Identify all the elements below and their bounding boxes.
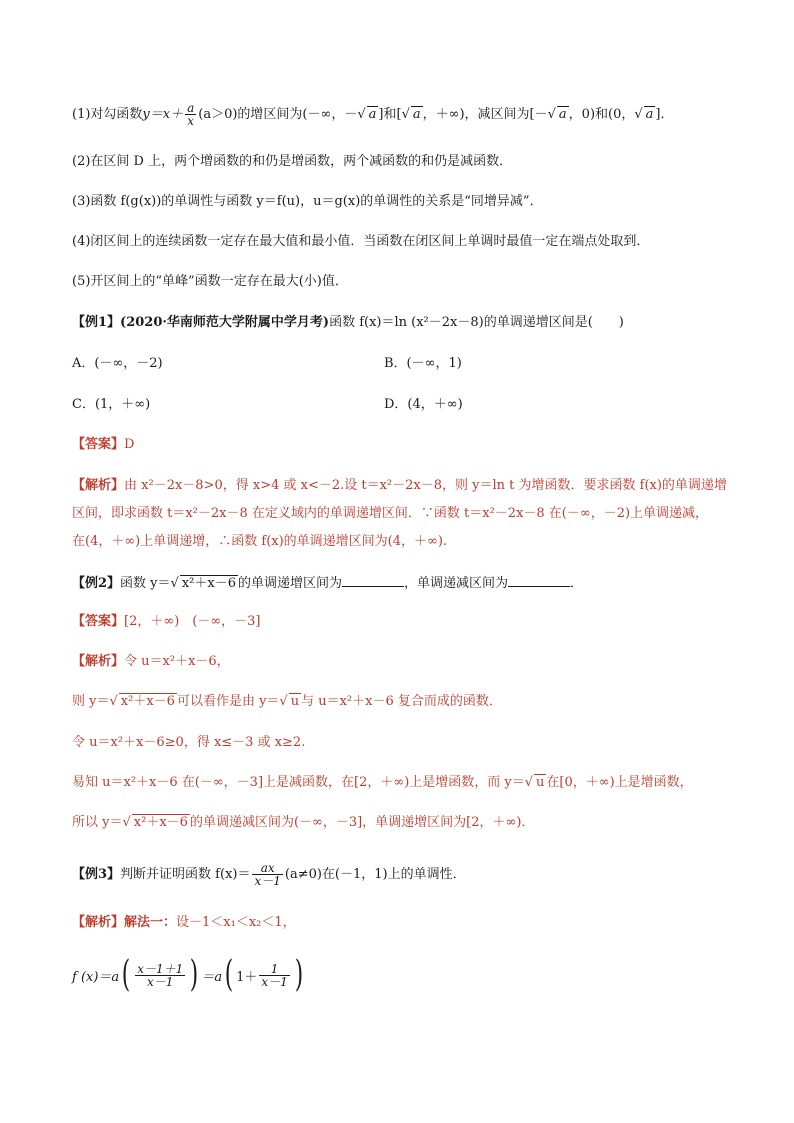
example-2-end: ．: [570, 576, 584, 591]
analysis-text: 与 u＝x²＋x－6 复合而成的函数．: [301, 694, 502, 709]
fraction-denominator: x－1: [147, 974, 174, 989]
option-c: C．(1，＋∞): [72, 397, 151, 412]
formula-fraction-1: [135, 963, 185, 988]
answer-value: D: [124, 437, 135, 452]
right-paren: ): [294, 954, 304, 995]
property-5: (5)开区间上的“单峰”函数一定存在最大(小)值．: [72, 274, 348, 289]
property-1-eq: y＝x＋: [142, 107, 184, 122]
answer-tag: 【答案】: [72, 614, 125, 629]
sqrt-icon: √: [401, 107, 410, 122]
answer-tag: 【答案】: [72, 437, 125, 452]
fraction-denominator: x－1: [254, 874, 281, 888]
sqrt-icon: √: [109, 694, 118, 709]
fraction-denominator: x: [187, 114, 195, 128]
sqrt-radicand: a: [412, 107, 421, 122]
left-paren: (: [224, 954, 234, 995]
example-3-fraction: [252, 862, 282, 887]
analysis-text: 令 u＝x²＋x－6，: [124, 654, 230, 669]
property-1-prefix: (1)对勾函数: [72, 107, 143, 122]
property-1-mid1: ]和[: [378, 107, 402, 122]
option-b: B．(－∞，1): [384, 356, 462, 371]
left-paren: (: [121, 954, 131, 995]
example-2-analysis-line-3: 令 u＝x²＋x－6≥0，得 x≤－3 或 x≥2.: [72, 735, 306, 750]
method-label: 解法一：: [124, 915, 177, 930]
sqrt-icon: √: [170, 576, 179, 591]
sqrt-radicand: u: [536, 775, 545, 790]
analysis-text: 所以 y＝: [72, 815, 123, 830]
right-paren: ): [190, 954, 199, 995]
example-2-mid: 的单调递增区间为: [237, 576, 342, 591]
sqrt-radicand: a: [645, 107, 654, 122]
analysis-text: 易知 u＝x²＋x－6 在(－∞，－3]上是减函数，在[2，＋∞)上是增函数，而 y＝: [72, 775, 525, 790]
property-1-mid3: ，0)和(0，: [568, 107, 635, 122]
example-2-analysis-line-1: [72, 652, 732, 672]
property-3: (3)函数 f(g(x))的单调性与函数 y＝f(u)，u＝g(x)的单调性的关系是“同增异减”．: [72, 194, 543, 209]
example-2-question: [72, 572, 732, 594]
analysis-text: 则 y＝: [72, 694, 110, 709]
example-2-analysis-line-4: [72, 773, 732, 793]
example-1-text: 函数 f(x)＝ln (x²－2x－8)的单调递增区间是( ): [329, 315, 624, 330]
example-1-analysis-line-3: 在(4，＋∞)上单调递增，∴函数 f(x)的单调递增区间为(4，＋∞).: [72, 534, 448, 549]
example-1-analysis-line-2: 区间，即求函数 t＝x²－2x－8 在定义域内的单调递增区间．∵函数 t＝x²－2x－8 在(－∞，－2)上单调递减，: [72, 506, 709, 521]
example-3-end: (a≠0)在(－1，1)上的单调性．: [284, 867, 466, 882]
sqrt-icon: √: [547, 107, 556, 122]
answer-value: [2，＋∞) (－∞，－3]: [124, 614, 261, 629]
sqrt-icon: √: [279, 694, 288, 709]
sqrt-icon: √: [524, 775, 534, 790]
property-1-fraction: [185, 102, 196, 127]
example-2-prefix: 函数 y＝: [120, 576, 171, 591]
formula-lhs: f (x)＝a: [72, 969, 120, 985]
sqrt-radicand: a: [558, 107, 567, 122]
fraction-numerator: 1: [259, 963, 289, 976]
fraction-numerator: ax: [252, 862, 282, 875]
answer-blank-1: [342, 572, 404, 587]
example-3-analysis-line-1: [72, 913, 732, 933]
formula-mid: ＝a: [201, 969, 223, 985]
example-1-source: (2020·华南师范大学附属中学月考): [120, 315, 330, 330]
analysis-text: 设－1＜x₁＜x₂＜1，: [176, 915, 296, 930]
property-1-mid2: ，＋∞)，减区间为[－: [422, 107, 548, 122]
analysis-tag: 【解析】: [72, 478, 125, 493]
example-3-prefix: 判断并证明函数 f(x)＝: [120, 867, 251, 882]
example-2-mid2: ，单调递减区间为: [404, 576, 509, 591]
fraction-numerator: a: [187, 101, 195, 115]
example-2-tag: 【例2】: [72, 576, 121, 591]
answer-blank-2: [508, 572, 570, 587]
example-3-tag: 【例3】: [72, 867, 121, 882]
example-1-answer: [72, 435, 732, 455]
sqrt-radicand: x²＋x－6: [133, 815, 188, 830]
analysis-text: 在[0，＋∞)上是增函数，: [546, 775, 693, 790]
example-3-question: [72, 862, 732, 887]
analysis-text: 由 x²－2x－8>0，得 x>4 或 x<－2.设 t＝x²－2x－8，则 y＝ln t 为增函数．要求函数 f(x)的单调递增: [124, 478, 727, 493]
property-2: (2)在区间 D 上，两个增函数的和仍是增函数，两个减函数的和仍是减函数．: [72, 154, 513, 169]
sqrt-radicand: u: [290, 694, 300, 709]
sqrt-icon: √: [122, 815, 131, 830]
fraction-numerator: x－1＋1: [137, 961, 184, 976]
property-4: (4)闭区间上的连续函数一定存在最大值和最小值．当函数在闭区间上单调时最值一定在端点处取到．: [72, 234, 650, 249]
property-1-condition: (a＞0)的增区间为(－∞，－: [198, 107, 358, 122]
example-2-analysis-line-2: [72, 692, 732, 712]
sqrt-radicand: a: [368, 107, 377, 122]
formula-fraction-2: [259, 963, 289, 988]
analysis-text: 的单调递减区间为(－∞，－3]，单调递增区间为[2，＋∞)．: [189, 815, 535, 830]
sqrt-radicand: x²＋x－6: [181, 576, 236, 591]
example-3-formula: [72, 955, 372, 999]
option-d: D．(4，＋∞): [384, 397, 463, 412]
example-1-question: [72, 313, 732, 333]
sqrt-icon: √: [634, 107, 643, 122]
example-1-tag: 【例1】: [72, 315, 121, 330]
sqrt-radicand: x²＋x－6: [120, 694, 175, 709]
formula-one-plus: 1＋: [236, 969, 258, 985]
example-2-answer: [72, 612, 732, 632]
option-a: A．(－∞，－2): [72, 356, 163, 371]
fraction-denominator: x－1: [261, 974, 288, 989]
example-2-analysis-line-5: [72, 813, 732, 833]
sqrt-icon: √: [357, 107, 366, 122]
example-1-analysis-line-1: [72, 476, 732, 496]
property-1: [72, 102, 732, 127]
analysis-tag: 【解析】: [72, 915, 125, 930]
analysis-text: 可以看作是由 y＝: [176, 694, 280, 709]
property-1-end: ]．: [655, 107, 674, 122]
analysis-tag: 【解析】: [72, 654, 125, 669]
